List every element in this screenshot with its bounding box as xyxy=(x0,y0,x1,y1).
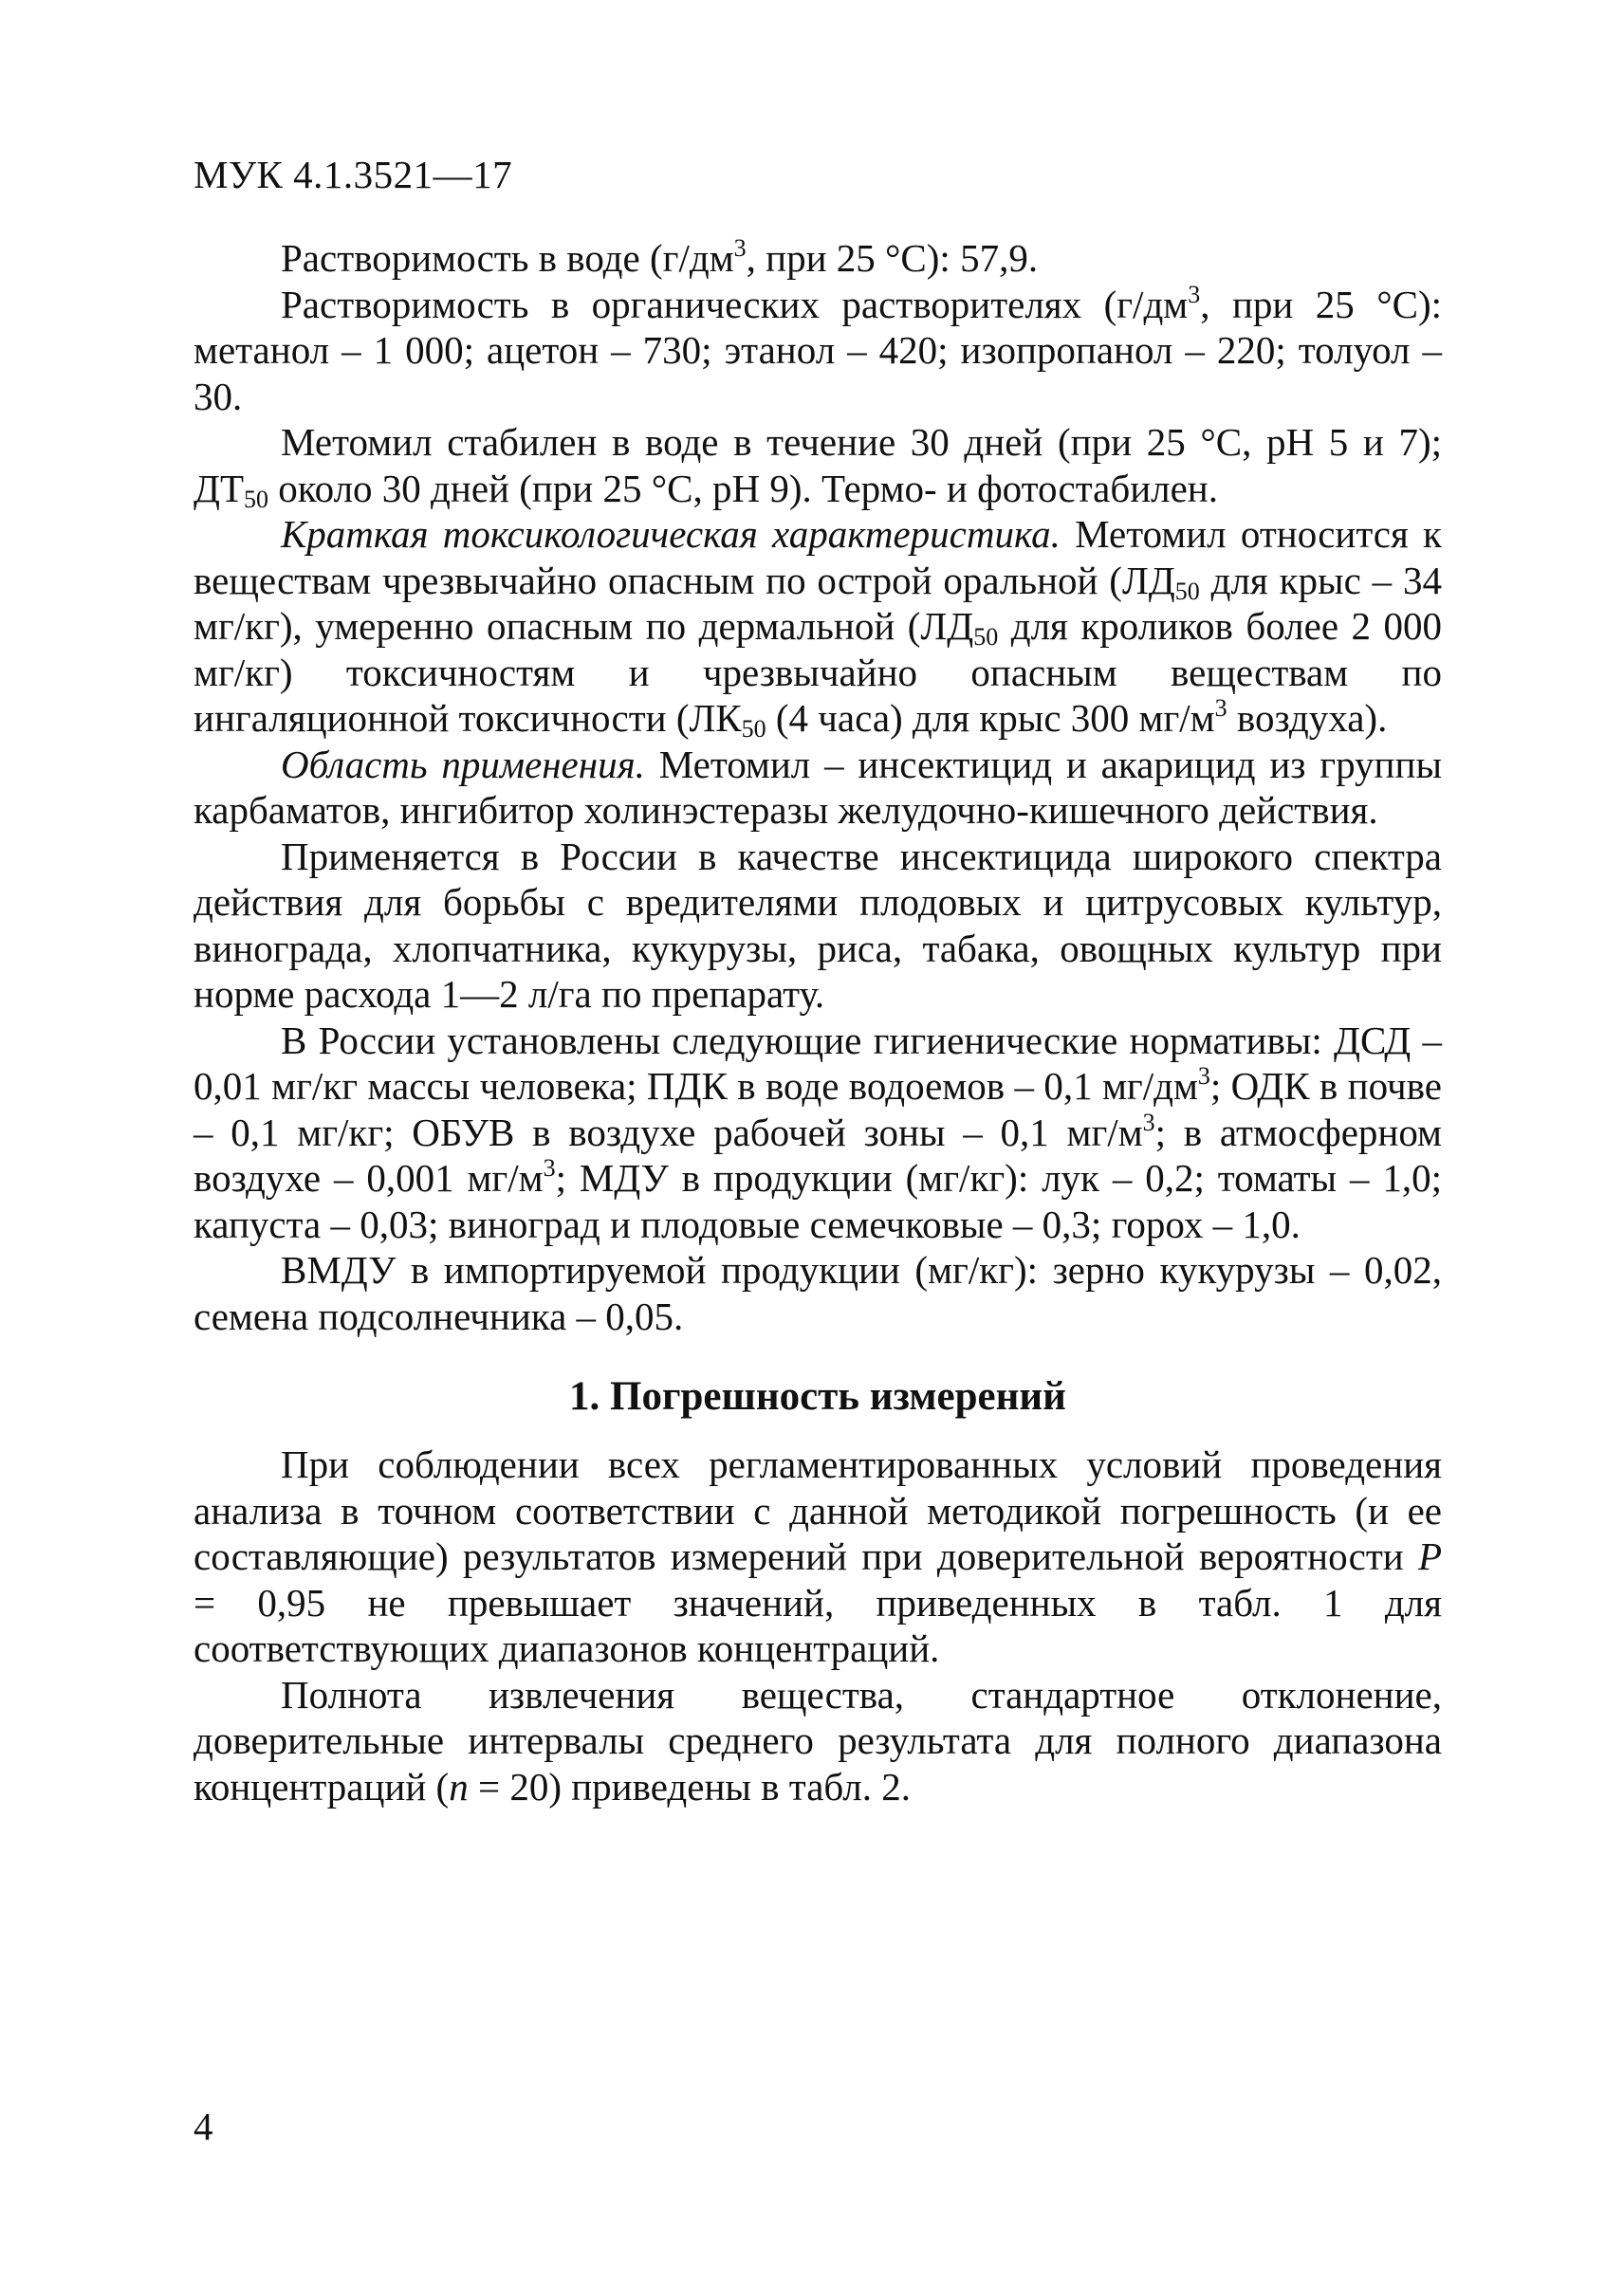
italic-lead: Краткая токсикологическая характеристика. xyxy=(281,512,1061,556)
text-run: Метомил относится к веществам чрезвычайно опасным по острой оральной (ЛД xyxy=(194,512,1442,602)
text-run: ; в атмосферном воздухе – 0,001 мг/м xyxy=(194,1110,1443,1200)
paragraph-stability xyxy=(194,419,1442,511)
text-run: (4 часа) для крыс 300 мг/м xyxy=(766,696,1215,740)
text-run: Полнота извлечения вещества, стандартное отклонение, доверительные интервалы среднего результата для полного диапазона концентраций ( xyxy=(194,1672,1442,1809)
subscript: 50 xyxy=(1174,577,1200,605)
paragraph-extraction-completeness xyxy=(194,1672,1442,1810)
text-run: ; ОДК в почве – 0,1 мг/кг; ОБУВ в воздухе рабочей зоны – 0,1 мг/м xyxy=(194,1064,1442,1154)
italic-lead: Область применения. xyxy=(281,742,645,786)
page-number: 4 xyxy=(194,2104,213,2148)
text-run: Растворимость в воде (г/дм xyxy=(281,236,734,280)
paragraph-measurement-error xyxy=(194,1442,1442,1672)
text-run: В России установлены следующие гигиенические нормативы: ДСД – 0,01 мг/кг массы человека; ПДК в воде водоемов – 0,1 мг/дм xyxy=(194,1018,1442,1108)
paragraph-application-area xyxy=(194,742,1442,834)
text-run: , при 25 °C): 57,9. xyxy=(746,236,1039,280)
text-run: для крыс – 34 мг/кг), умеренно опасным по дермальной (ЛД xyxy=(194,558,1443,648)
paragraph-usage-russia: Применяется в России в качестве инсектицида широкого спектра действия для борьбы с вредителями плодовых и цитрусовых культур, винограда, хлопчатника, кукурузы, риса, табака, овощных культур при норме расхода 1—2 л/га по препарату. xyxy=(194,834,1442,1016)
document-body xyxy=(194,235,1442,1809)
paragraph-organic-solubility xyxy=(194,282,1442,420)
text-run: , при 25 °C): метанол – 1 000; ацетон – 730; этанол – 420; изопропанол – 220; толуол – 30. xyxy=(194,282,1442,418)
text-run: около 30 дней (при 25 °C, рН 9). Термо- и фотостабилен. xyxy=(268,466,1218,510)
paragraph-hygiene-standards xyxy=(194,1018,1442,1248)
text-run: воздуха). xyxy=(1227,696,1388,740)
section-heading: 1. Погрешность измерений xyxy=(569,1374,1066,1419)
text-run: Растворимость в органических растворителях (г/дм xyxy=(281,282,1189,326)
superscript: 3 xyxy=(1142,1108,1155,1136)
superscript: 3 xyxy=(543,1154,556,1182)
paragraph-import-mrl: ВМДУ в импортируемой продукции (мг/кг): зерно кукурузы – 0,02, семена подсолнечника – 0,05. xyxy=(194,1248,1442,1338)
subscript: 50 xyxy=(741,715,766,743)
text-run: Метомил стабилен в воде в течение 30 дней (при 25 °C, рН 5 и 7); ДТ xyxy=(194,420,1442,510)
text-run: При соблюдении всех регламентированных условий проведения анализа в точном соответствии с данной методикой погрешность (и ее составляющие) результатов измерений при доверительной вероятности xyxy=(194,1442,1442,1578)
text-run: = 0,95 не превышает значений, приведенных в табл. 1 для соответствующих диапазонов концентраций. xyxy=(194,1580,1442,1670)
text-run: для кроликов более 2 000 мг/кг) токсичностям и чрезвычайно опасным веществам по ингаляционной токсичности (ЛК xyxy=(194,604,1442,740)
italic-variable: P xyxy=(1417,1534,1442,1578)
text-run: = 20) приведены в табл. 2. xyxy=(468,1764,911,1809)
document-code-header: МУК 4.1.3521—17 xyxy=(194,153,513,196)
superscript: 3 xyxy=(1197,1062,1210,1090)
subscript: 50 xyxy=(973,623,999,651)
text-run: Метомил – инсектицид и акарицид из группы карбаматов, ингибитор холинэстеразы желудочно-кишечного действия. xyxy=(194,742,1442,832)
text-run: ; МДУ в продукции (мг/кг): лук – 0,2; томаты – 1,0; капуста – 0,03; виноград и плодовые семечковые – 0,3; горох – 1,0. xyxy=(194,1156,1443,1246)
superscript: 3 xyxy=(733,234,747,262)
italic-variable: n xyxy=(449,1764,469,1809)
paragraph-toxicology xyxy=(194,511,1442,742)
paragraph-water-solubility xyxy=(194,235,1442,282)
superscript: 3 xyxy=(1214,694,1227,722)
subscript: 50 xyxy=(244,485,269,513)
superscript: 3 xyxy=(1188,280,1201,308)
